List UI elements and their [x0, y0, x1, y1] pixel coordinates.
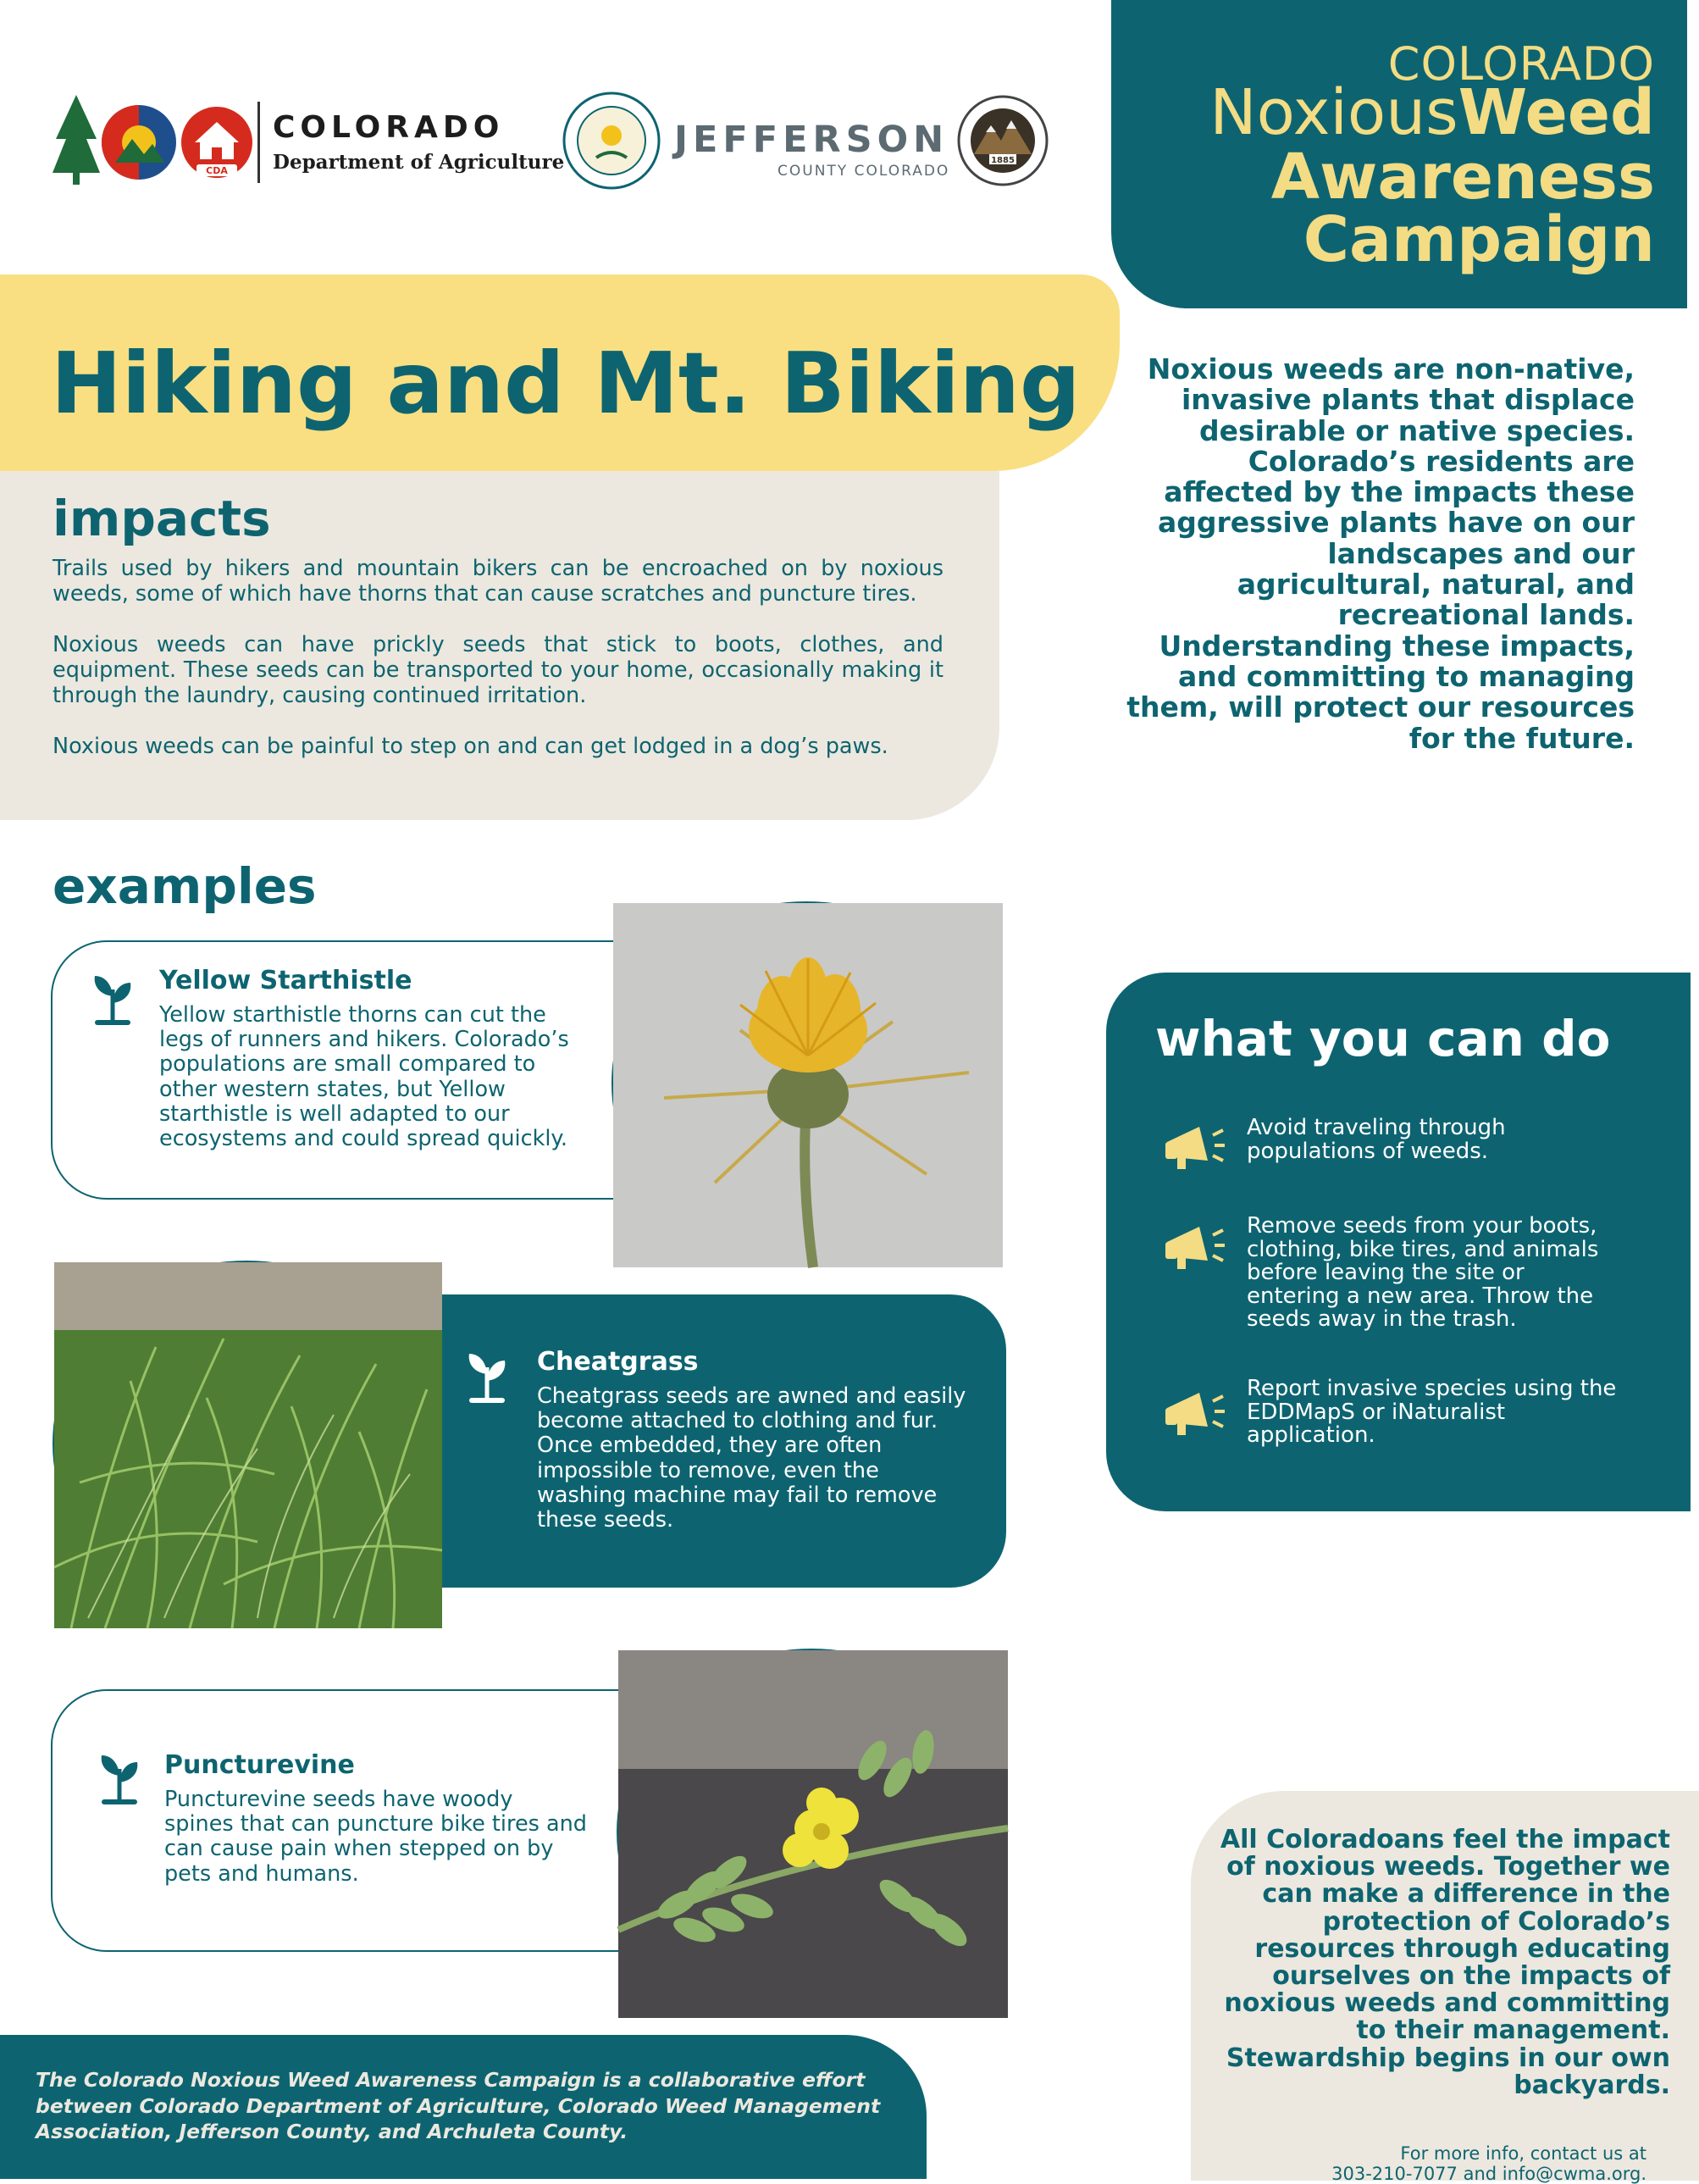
footer-panel [0, 2035, 927, 2179]
logo-divider [257, 102, 260, 183]
campaign-awareness-word: Awareness [1270, 141, 1655, 213]
archuleta-county-seal-icon [957, 95, 1049, 186]
campaign-line-awareness [1270, 141, 1655, 276]
example-text: Cheatgrass seeds are awned and easily become attached to clothing and fur. Once embedded, they are often impossible to remove, even the washing machine may fail to remove these seeds. [537, 1383, 966, 1533]
example-name: Yellow Starthistle [159, 966, 412, 995]
impacts-paragraph: Noxious weeds can be painful to step on and can get lodged in a dog’s paws. [53, 734, 888, 759]
footer-text: The Colorado Noxious Weed Awareness Campaign is a collaborative effort between Colorado Department of Agriculture, Colorado Weed Management Association, Jefferson County, and Archuleta County. [36, 2068, 881, 2143]
example-card-yellow-starthistle [51, 940, 695, 1200]
todo-text: Avoid traveling through populations of weeds. [1247, 1115, 1506, 1164]
puncturevine-photo [617, 1649, 1006, 2016]
todo-text: Remove seeds from your boots, clothing, bike tires, and animals before leaving the site or entering a new area. Throw the seeds away in the trash. [1247, 1213, 1599, 1332]
campaign-title-box [1111, 0, 1687, 308]
contact-line: For more info, contact us at [1400, 2143, 1646, 2164]
campaign-line-noxious-weed [1209, 76, 1655, 149]
todo-item [1162, 1215, 1636, 1342]
campaign-weed-word: Weed [1458, 76, 1655, 149]
partner-logos [51, 85, 1050, 203]
puncturevine-leaf-icon [618, 1650, 1008, 2018]
megaphone-icon [1162, 1123, 1226, 1172]
jefferson-county-subtitle: COUNTY COLORADO [778, 163, 950, 180]
sprout-icon [95, 1749, 144, 1808]
example-name: Cheatgrass [537, 1347, 699, 1377]
cda-badge-text: CDA [206, 165, 228, 176]
yellow-starthistle-photo [612, 901, 1001, 1266]
impacts-paragraph: Noxious weeds can have prickly seeds that stick to boots, clothes, and equipment. These seeds can be transported to your home, occasionally making it through the laundry, causing continued irritation. [53, 632, 944, 708]
megaphone-icon [1162, 1223, 1226, 1272]
example-text: Yellow starthistle thorns can cut the legs of runners and hikers. Colorado’s populations are small compared to other western states, but Yellow starthistle is well adapted to our ecosystems and could spread quickly. [159, 1002, 569, 1152]
closing-panel [1191, 1791, 1699, 2181]
closing-text: All Coloradoans feel the impact of noxious weeds. Together we can make a difference in the protection of Colorado’s resources through educating ourselves on the impacts of noxious weeds and committing to their management. Stewardship begins in our own backyards. [1220, 1825, 1670, 2100]
todo-item [1162, 1117, 1636, 1193]
contact-line: 303-210-7077 and info@cwma.org. [1331, 2164, 1646, 2184]
cda-department-name: Department of Agriculture [273, 151, 565, 174]
sprout-icon [462, 1347, 512, 1406]
sprout-icon [88, 969, 137, 1028]
page-title: Hiking and Mt. Biking [51, 334, 1081, 433]
todo-item [1162, 1377, 1636, 1462]
title-banner [0, 274, 1120, 471]
campaign-line-colorado: COLORADO [1387, 37, 1655, 91]
megaphone-icon [1162, 1389, 1226, 1438]
what-you-can-do-heading: what you can do [1155, 1010, 1611, 1067]
example-card-puncturevine [51, 1689, 695, 1952]
cheatgrass-tuft-icon [54, 1262, 442, 1628]
impacts-text [53, 556, 944, 759]
examples-heading: examples [53, 857, 317, 915]
example-name: Puncturevine [164, 1750, 355, 1780]
impacts-paragraph: Trails used by hikers and mountain bikers can be encroached on by noxious weeds, some of which have thorns that can cause scratches and puncture tires. [53, 556, 944, 607]
todo-text: Report invasive species using the EDDMapS or iNaturalist application. [1247, 1376, 1617, 1448]
intro-paragraph: Noxious weeds are non-native, invasive plants that displace desirable or native species. Colorado’s residents are affected by the impacts these aggressive plants have on our landscapes and our agricultural, natural, and recreational lands. Understanding these impacts, and committing to managing them, will protect our resources for the future. [1126, 352, 1635, 755]
yellow-starthistle-flower-icon [613, 903, 1003, 1267]
what-you-can-do-panel [1106, 973, 1691, 1511]
archuleta-year: 1885 [991, 156, 1015, 165]
campaign-campaign-word: Campaign [1303, 203, 1655, 276]
example-text: Puncturevine seeds have woody spines that can puncture bike tires and can cause pain when stepped on by pets and humans. [164, 1787, 587, 1887]
jefferson-county-word: JEFFERSON [674, 119, 949, 161]
cda-colorado-word: COLORADO [273, 110, 505, 145]
colorado-cda-logo-icon [51, 95, 254, 188]
impacts-heading: impacts [53, 490, 271, 547]
cwma-seal-icon [562, 91, 661, 190]
campaign-noxious-word: Noxious [1209, 76, 1458, 149]
impacts-panel [0, 471, 999, 820]
contact-info [1223, 2143, 1646, 2184]
cheatgrass-photo [53, 1261, 440, 1627]
